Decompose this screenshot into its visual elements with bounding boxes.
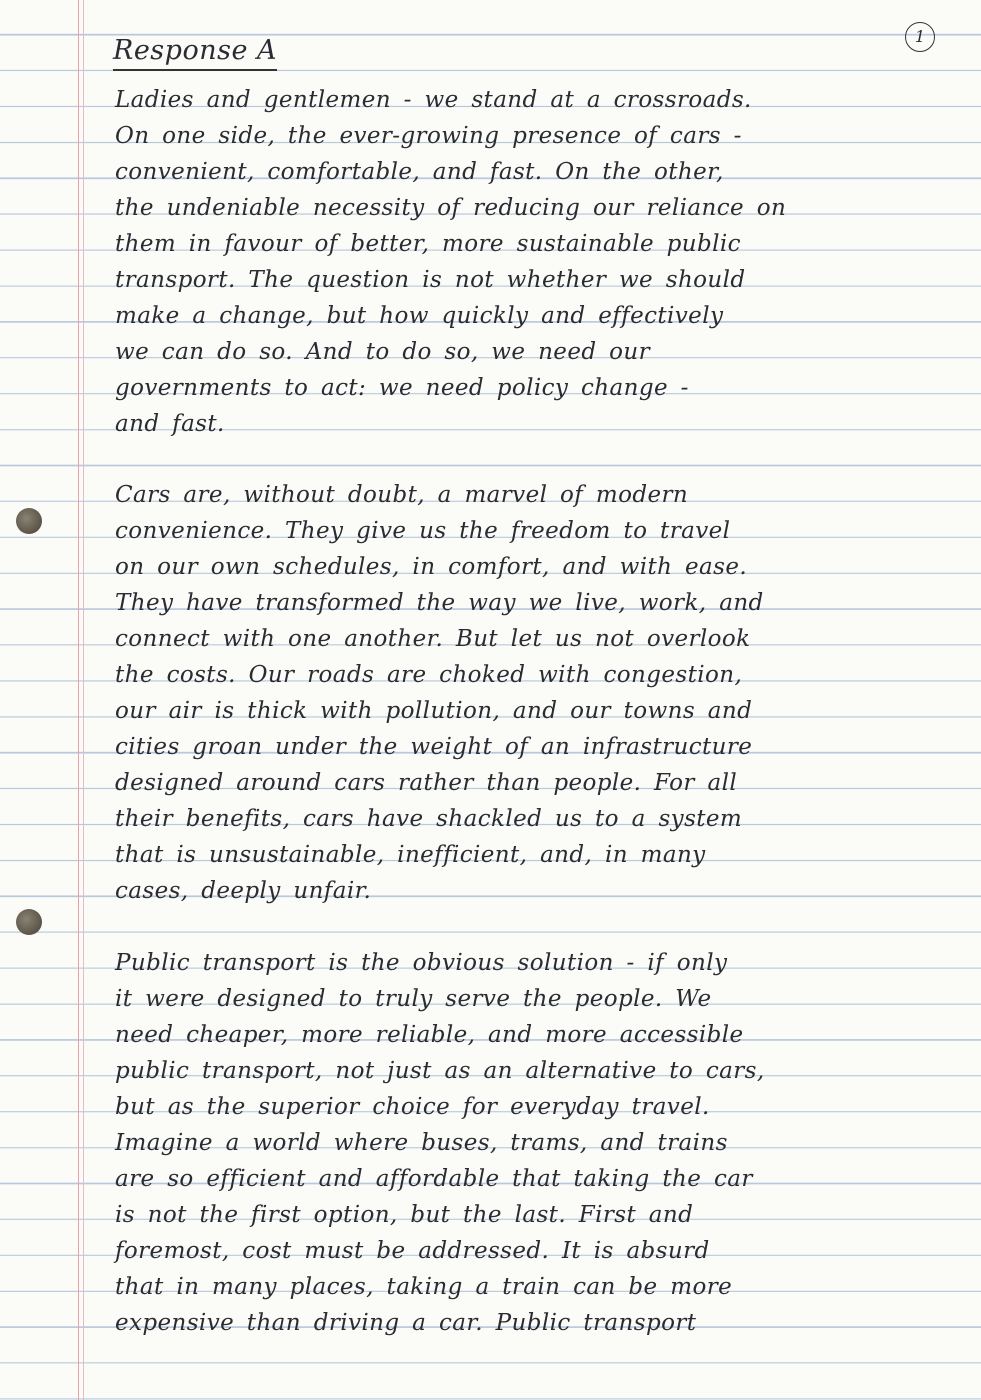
text-line: cities groan under the weight of an infrastructure — [115, 734, 753, 760]
text-line: Ladies and gentlemen - we stand at a crossroads. — [115, 87, 752, 113]
text-line: cases, deeply unfair. — [115, 878, 372, 904]
page-heading: Response A — [113, 34, 277, 71]
text-line: convenient, comfortable, and fast. On the other, — [115, 159, 724, 185]
text-line: Public transport is the obvious solution - if only — [115, 950, 728, 976]
text-line: Imagine a world where buses, trams, and trains — [115, 1130, 728, 1156]
text-line: need cheaper, more reliable, and more accessible — [115, 1022, 744, 1048]
text-line: Cars are, without doubt, a marvel of modern — [115, 482, 689, 508]
text-line: our air is thick with pollution, and our towns and — [115, 698, 753, 724]
text-line: the undeniable necessity of reducing our reliance on — [115, 195, 787, 221]
punch-hole — [16, 508, 42, 534]
text-line: on our own schedules, in comfort, and with ease. — [115, 554, 748, 580]
text-line: them in favour of better, more sustainable public — [115, 231, 741, 257]
paragraph-1 — [115, 82, 915, 442]
text-line: and fast. — [115, 411, 225, 437]
text-line: make a change, but how quickly and effectively — [115, 303, 724, 329]
text-line: the costs. Our roads are choked with congestion, — [115, 662, 743, 688]
margin-line-inner — [83, 0, 84, 1400]
text-line: connect with one another. But let us not overlook — [115, 626, 751, 652]
text-line: their benefits, cars have shackled us to a system — [115, 806, 743, 832]
punch-hole — [16, 909, 42, 935]
text-line: public transport, not just as an alternative to cars, — [115, 1058, 765, 1084]
text-line: designed around cars rather than people. For all — [115, 770, 738, 796]
text-line: expensive than driving a car. Public transport — [115, 1310, 697, 1336]
text-line: we can do so. And to do so, we need our — [115, 339, 651, 365]
text-line: governments to act: we need policy change - — [115, 375, 689, 401]
text-line: foremost, cost must be addressed. It is absurd — [115, 1238, 710, 1264]
text-line: is not the first option, but the last. First and — [115, 1202, 694, 1228]
text-line: They have transformed the way we live, work, and — [115, 590, 764, 616]
text-line: transport. The question is not whether we should — [115, 267, 746, 293]
margin-line — [78, 0, 79, 1400]
paragraph-2 — [115, 477, 915, 909]
text-line: are so efficient and affordable that taking the car — [115, 1166, 753, 1192]
text-line: that is unsustainable, inefficient, and, in many — [115, 842, 706, 868]
text-line: it were designed to truly serve the people. We — [115, 986, 712, 1012]
text-line: On one side, the ever-growing presence of cars - — [115, 123, 742, 149]
page-number: 1 — [905, 22, 935, 52]
text-line: but as the superior choice for everyday travel. — [115, 1094, 710, 1120]
text-line: convenience. They give us the freedom to travel — [115, 518, 731, 544]
paragraph-3 — [115, 945, 915, 1341]
text-line: that in many places, taking a train can be more — [115, 1274, 733, 1300]
